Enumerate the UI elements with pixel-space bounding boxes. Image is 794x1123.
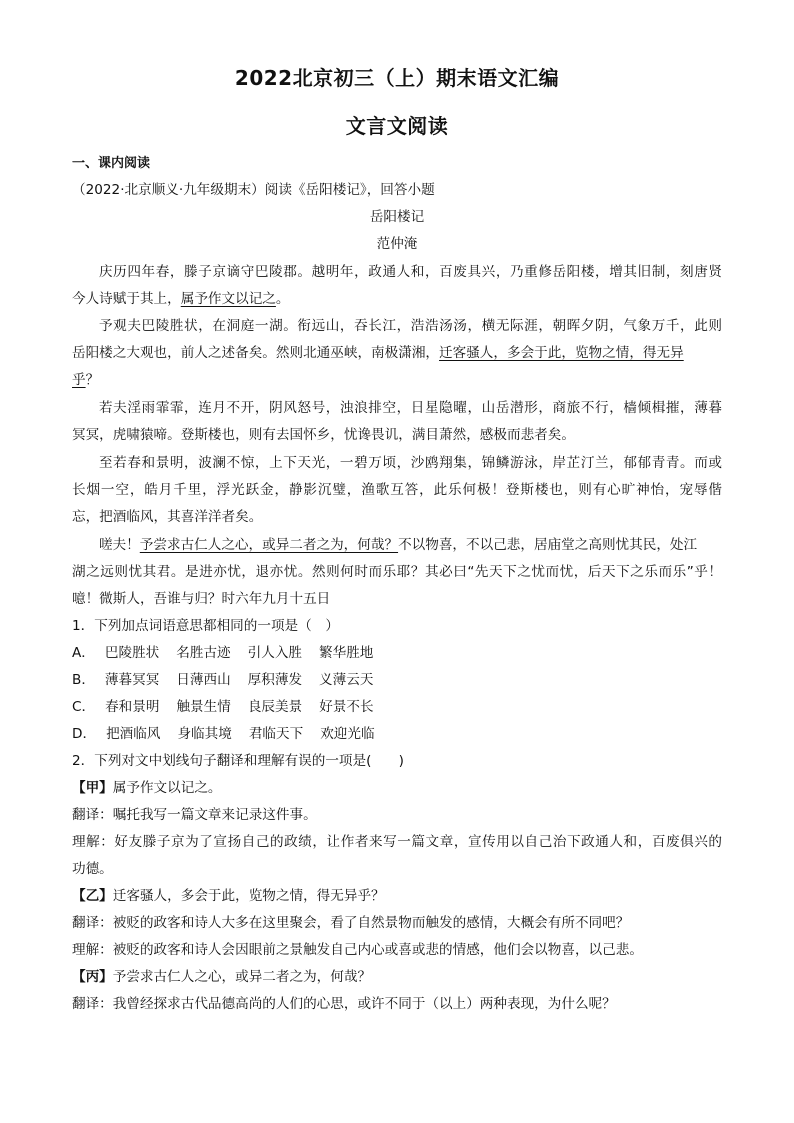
option-label: C． [72, 699, 96, 715]
option-word: 薄暮冥冥 [104, 672, 160, 688]
item-label: 【乙】 [72, 888, 113, 904]
passage-line [72, 370, 722, 390]
passage-line: 噫！微斯人，吾谁与归？时六年九月十五日 [72, 591, 331, 607]
item-text: 迁客骚人，多会于此，览物之情，得无异乎？ [112, 888, 385, 904]
option-word: 把酒临风 [106, 726, 161, 742]
passage-text: 嗟夫！ [99, 537, 140, 553]
understanding-yi: 理解：被贬的政客和诗人会因眼前之景触发自己内心或喜或悲的情感，他们会以物喜，以己悲。 [72, 942, 643, 958]
question-2-stem: 2．下列对文中划线句子翻译和理解有误的一项是( ) [72, 753, 404, 769]
option-label: D． [72, 726, 97, 742]
passage-line: 长烟一空，皓月千里，浮光跃金，静影沉璧，渔歌互答，此乐何极！登斯楼也，则有心旷神怡，宠辱偕 [72, 482, 722, 498]
passage-line: 予观夫巴陵胜状，在洞庭一湖。衔远山，吞长江，浩浩汤汤，横无际涯，朝晖夕阴，气象万千，此则 [99, 318, 722, 334]
option-label: B． [72, 672, 95, 688]
translation-yi: 翻译：被贬的政客和诗人大多在这里聚会，看了自然景物而触发的感情，大概会有所不同吧？ [72, 915, 630, 931]
source-line: （2022·北京顺义·九年级期末）阅读《岳阳楼记》，回答小题 [72, 182, 435, 198]
question-1-option-c [72, 697, 722, 717]
option-word: 良辰美景 [247, 699, 303, 715]
passage-line [99, 535, 722, 555]
question-2-item-jia [72, 778, 722, 798]
translation-bing: 翻译：我曾经探求古代品德高尚的人们的心思，或许不同于（以上）两种表现，为什么呢？ [72, 996, 616, 1012]
question-2-item-bing [72, 967, 722, 987]
text-author: 范仲淹 [376, 236, 418, 252]
section-heading: 一、课内阅读 [72, 156, 151, 171]
passage-text: ？ [85, 372, 100, 388]
question-1-option-b [72, 670, 722, 690]
underlined-sentence-bing: 予尝求古仁人之心，或异二者之为，何哉？ [139, 537, 399, 553]
option-word: 君临天下 [248, 726, 304, 742]
item-text: 予尝求古仁人之心，或异二者之为，何哉？ [112, 969, 372, 985]
translation-jia: 翻译：嘱托我写一篇文章来记录这件事。 [72, 807, 317, 823]
passage-line [72, 343, 722, 363]
passage-line: 若夫淫雨霏霏，连月不开，阴风怒号，浊浪排空，日星隐曜，山岳潜形，商旅不行，樯倾楫摧，薄暮 [99, 400, 722, 416]
passage-line [72, 289, 722, 309]
option-word: 厚积薄发 [247, 672, 303, 688]
passage-line: 冥冥，虎啸猿啼。登斯楼也，则有去国怀乡，忧谗畏讥，满目萧然，感极而悲者矣。 [72, 427, 575, 443]
passage-line: 湖之远则忧其君。是进亦忧，退亦忧。然则何时而乐耶？其必曰“先天下之忧而忧，后天下之乐而乐”乎！ [72, 564, 722, 580]
item-text: 属予作文以记之。 [112, 780, 222, 796]
option-word: 触景生情 [176, 699, 231, 715]
passage-text: 今人诗赋于其上， [72, 291, 181, 307]
option-word: 身临其境 [177, 726, 232, 742]
underlined-sentence-yi-end: 乎 [72, 372, 86, 388]
question-1-option-d [72, 724, 722, 744]
underlined-sentence-yi: 迁客骚人，多会于此，览物之情，得无异 [439, 345, 684, 361]
option-word: 引人入胜 [247, 645, 303, 661]
passage-text: 岳阳楼之大观也，前人之述备矣。然则北通巫峡，南极潇湘， [72, 345, 440, 361]
understanding-jia-cont: 功德。 [72, 861, 113, 877]
understanding-jia: 理解：好友滕子京为了宣扬自己的政绩，让作者来写一篇文章，宣传用以自己治下政通人和，百废俱兴的 [72, 834, 722, 850]
question-1-stem: 1．下列加点词语意思都相同的一项是（ ） [72, 618, 339, 634]
option-label: A． [72, 645, 95, 661]
document-subtitle: 文言文阅读 [345, 114, 449, 138]
passage-line: 忘，把酒临风，其喜洋洋者矣。 [72, 509, 263, 525]
option-word: 名胜古迹 [176, 645, 231, 661]
option-word: 好景不长 [319, 699, 374, 715]
option-word: 巴陵胜状 [104, 645, 160, 661]
option-word: 繁华胜地 [319, 645, 374, 661]
option-word: 义薄云天 [319, 672, 374, 688]
option-word: 日薄西山 [176, 672, 231, 688]
passage-line: 至若春和景明，波澜不惊，上下天光，一碧万顷，沙鸥翔集，锦鳞游泳，岸芷汀兰，郁郁青青。而或 [99, 455, 722, 471]
document-title: 2022北京初三（上）期末语文汇编 [234, 66, 560, 90]
underlined-sentence-jia: 属予作文以记之 [180, 291, 276, 307]
item-label: 【丙】 [72, 969, 113, 985]
text-title: 岳阳楼记 [369, 209, 425, 225]
option-word: 春和景明 [105, 699, 160, 715]
item-label: 【甲】 [72, 780, 113, 796]
passage-line: 庆历四年春，滕子京谪守巴陵郡。越明年，政通人和，百废具兴，乃重修岳阳楼，增其旧制，刻唐贤 [99, 264, 722, 280]
question-2-item-yi [72, 886, 722, 906]
passage-text: 。 [275, 291, 290, 307]
passage-text: 不以物喜，不以己悲，居庙堂之高则忧其民，处江 [398, 537, 698, 553]
option-word: 欢迎光临 [320, 726, 375, 742]
question-1-option-a [72, 643, 722, 663]
